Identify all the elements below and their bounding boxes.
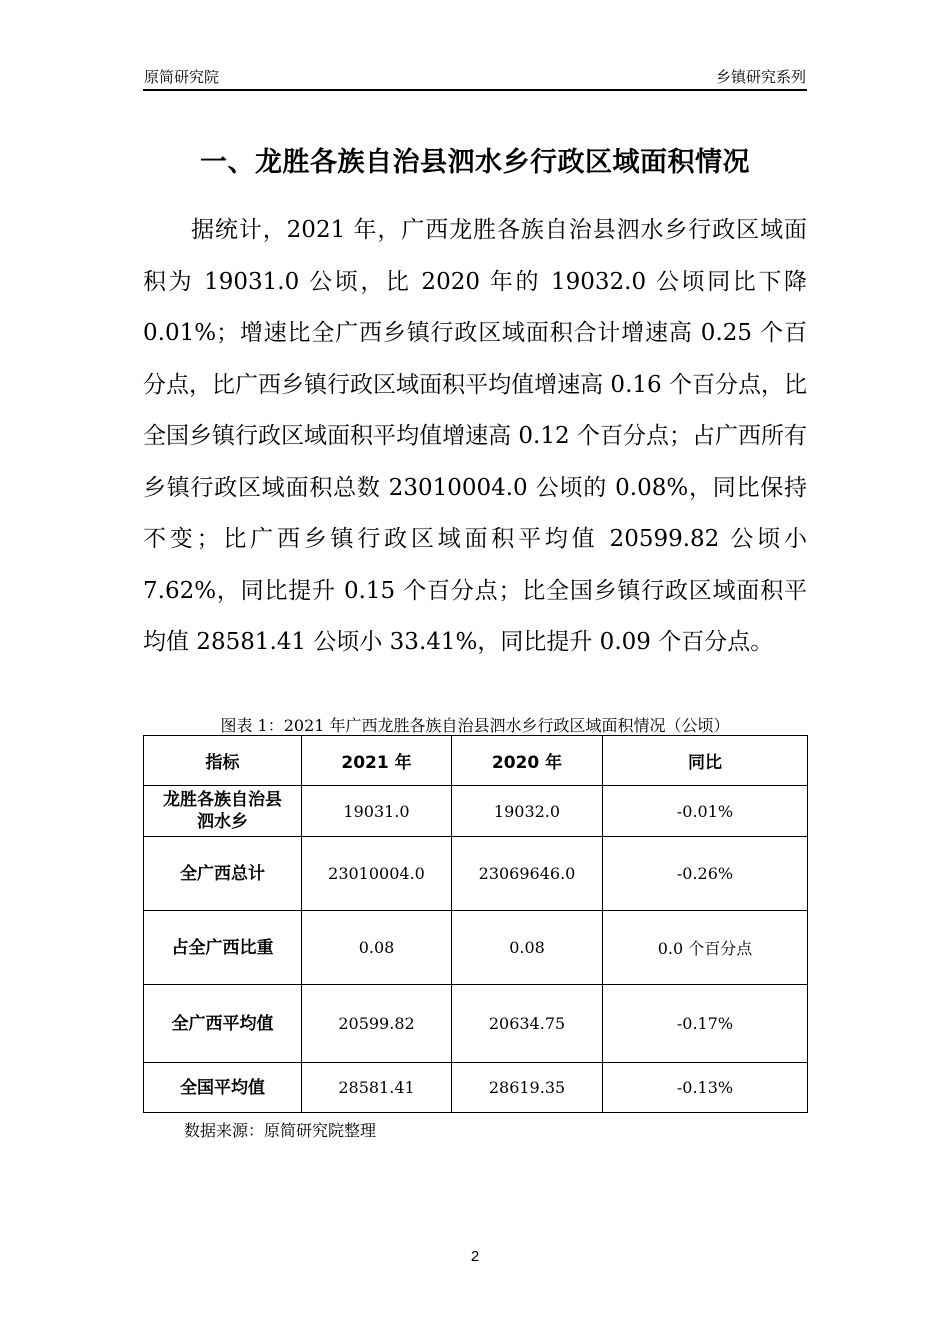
cell-yoy: -0.01% bbox=[603, 786, 808, 837]
table-caption: 图表 1：2021 年广西龙胜各族自治县泗水乡行政区域面积情况（公顷） bbox=[220, 716, 730, 735]
cell-2020: 28619.35 bbox=[452, 1063, 603, 1113]
header-divider bbox=[143, 89, 807, 91]
area-table bbox=[143, 735, 808, 1113]
cell-2020: 0.08 bbox=[452, 911, 603, 985]
row-label: 全国平均值 bbox=[144, 1063, 302, 1113]
header-indicator: 指标 bbox=[144, 736, 302, 786]
cell-yoy: -0.17% bbox=[603, 985, 808, 1063]
cell-yoy: -0.26% bbox=[603, 837, 808, 911]
header-series-name: 乡镇研究系列 bbox=[715, 69, 806, 86]
section-title: 一、龙胜各族自治县泗水乡行政区域面积情况 bbox=[200, 147, 750, 178]
cell-2021: 0.08 bbox=[302, 911, 452, 985]
header-2021: 2021 年 bbox=[302, 736, 452, 786]
row-label: 全广西总计 bbox=[144, 837, 302, 911]
cell-2020: 23069646.0 bbox=[452, 837, 603, 911]
table-row bbox=[144, 786, 808, 837]
cell-2021: 20599.82 bbox=[302, 985, 452, 1063]
table-row bbox=[144, 911, 808, 985]
body-paragraph: 据统计，2021 年，广西龙胜各族自治县泗水乡行政区域面积为 19031.0 公顷，比 2020 年的 19032.0 公顷同比下降 0.01%；增速比全广西乡镇行政区域面积合计增速高 0.25 个百分点，比广西乡镇行政区域面积平均值增速高 0.16 个百分点，比全国乡镇行政区域面积平均值增速高 0.12 个百分点；占广西所有乡镇行政区域面积总数 23010004.0 公顷的 0.08%，同比保持不变；比广西乡镇行政区域面积平均值 20599.82 公顷小 7.62%，同比提升 0.15 个百分点；比全国乡镇行政区域面积平均值 28581.41 公顷小 33.41%，同比提升 0.09 个百分点。 bbox=[143, 217, 807, 655]
table-row bbox=[144, 837, 808, 911]
header-2020: 2020 年 bbox=[452, 736, 603, 786]
cell-yoy: -0.13% bbox=[603, 1063, 808, 1113]
row-label: 全广西平均值 bbox=[144, 985, 302, 1063]
header-org-name: 原简研究院 bbox=[144, 69, 220, 86]
data-source-note: 数据来源：原简研究院整理 bbox=[184, 1121, 377, 1140]
cell-2021: 23010004.0 bbox=[302, 837, 452, 911]
row-label: 龙胜各族自治县泗水乡 bbox=[144, 786, 302, 837]
table-row bbox=[144, 985, 808, 1063]
row-label: 占全广西比重 bbox=[144, 911, 302, 985]
cell-2020: 19032.0 bbox=[452, 786, 603, 837]
table-header-row bbox=[144, 736, 808, 786]
cell-yoy: 0.0 个百分点 bbox=[603, 911, 808, 985]
page-number: 2 bbox=[470, 1248, 480, 1265]
cell-2021: 28581.41 bbox=[302, 1063, 452, 1113]
cell-2020: 20634.75 bbox=[452, 985, 603, 1063]
cell-2021: 19031.0 bbox=[302, 786, 452, 837]
header-yoy: 同比 bbox=[603, 736, 808, 786]
table-row bbox=[144, 1063, 808, 1113]
